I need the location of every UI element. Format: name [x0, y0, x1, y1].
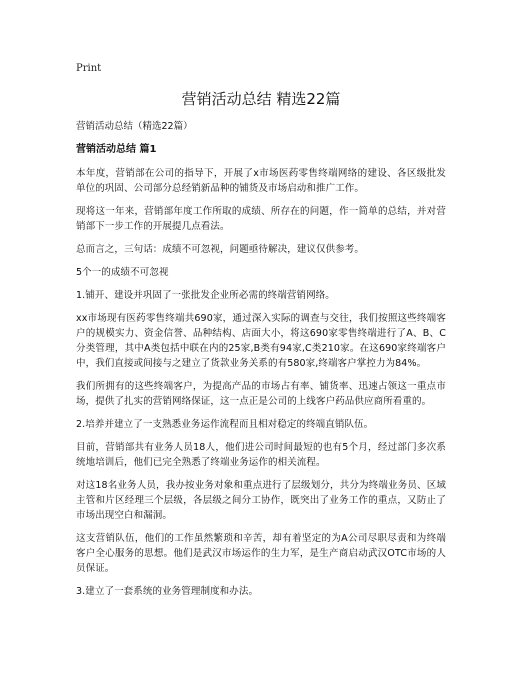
paragraph-2: 现将这一年来，营销部年度工作所取的成绩、所存在的问题，作一简单的总结，并对营销部下一步工作的开展提几点看法。	[76, 206, 446, 232]
paragraph-11: 这支营销队伍，他们的工作虽然繁琐和辛苦，却有着坚定的为A公司尽职尽责和为终端客户全心服务的思想。他们是武汉市场运作的生力军，是生产商启动武汉OTC市场的人员保证。	[76, 533, 446, 574]
section-heading: 营销活动总结 篇1	[76, 144, 157, 155]
paragraph-7: 我们所拥有的这些终端客户，为提高产品的市场占有率、铺货率、迅速占领这一重点市场，提供了扎实的营销网络保证，这一点正是公司的上线客户药品供应商所看重的。	[76, 381, 446, 407]
paragraph-4: 5个一的成绩不可忽视	[76, 267, 169, 278]
print-link[interactable]: Print	[76, 63, 102, 74]
paragraph-3: 总而言之，三句话：成绩不可忽视，问题亟待解决，建议仅供参考。	[76, 244, 365, 255]
paragraph-8: 2.培养并建立了一支熟悉业务运作流程而且相对稳定的终端直销队伍。	[76, 419, 374, 430]
paragraph-1: 本年度，营销部在公司的指导下，开展了x市场医药零售终端网络的建设、各区级批发单位的巩固、公司部分总经销新品种的铺货及市场启动和推广工作。	[76, 168, 446, 194]
paragraph-5: 1.铺开、建设并巩固了一张批发企业所必需的终端营销网络。	[76, 290, 335, 301]
paragraph-12: 3.建立了一套系统的业务管理制度和办法。	[76, 586, 259, 597]
paragraph-6: xx市场现有医药零售终端共690家，通过深入实际的调查与交往，我们按照这些终端客户的规模实力、资金信誉、品种结构、店面大小，将这690家零售终端进行了A、B、C分类管理，其中A类包括中联在内的25家,B类有94家,C类210家。在这690家终端客户中，我们直接或间接与之建立了货款业务关系的有580家,终端客户掌控力为84%。	[76, 313, 446, 369]
paragraph-10: 对这18名业务人员，我办按业务对象和重点进行了层级划分，共分为终端业务员、区域主管和片区经理三个层级，各层级之间分工协作，既突出了业务工作的重点，又防止了市场出现空白和漏洞。	[76, 480, 446, 521]
document-title: 营销活动总结 精选22篇	[181, 90, 341, 108]
paragraph-9: 目前，营销部共有业务人员18人，他们进公司时间最短的也有5个月，经过部门多次系统地培训后，他们已完全熟悉了终端业务运作的相关流程。	[76, 442, 446, 468]
document-subtitle: 营销活动总结（精选22篇）	[76, 121, 193, 132]
